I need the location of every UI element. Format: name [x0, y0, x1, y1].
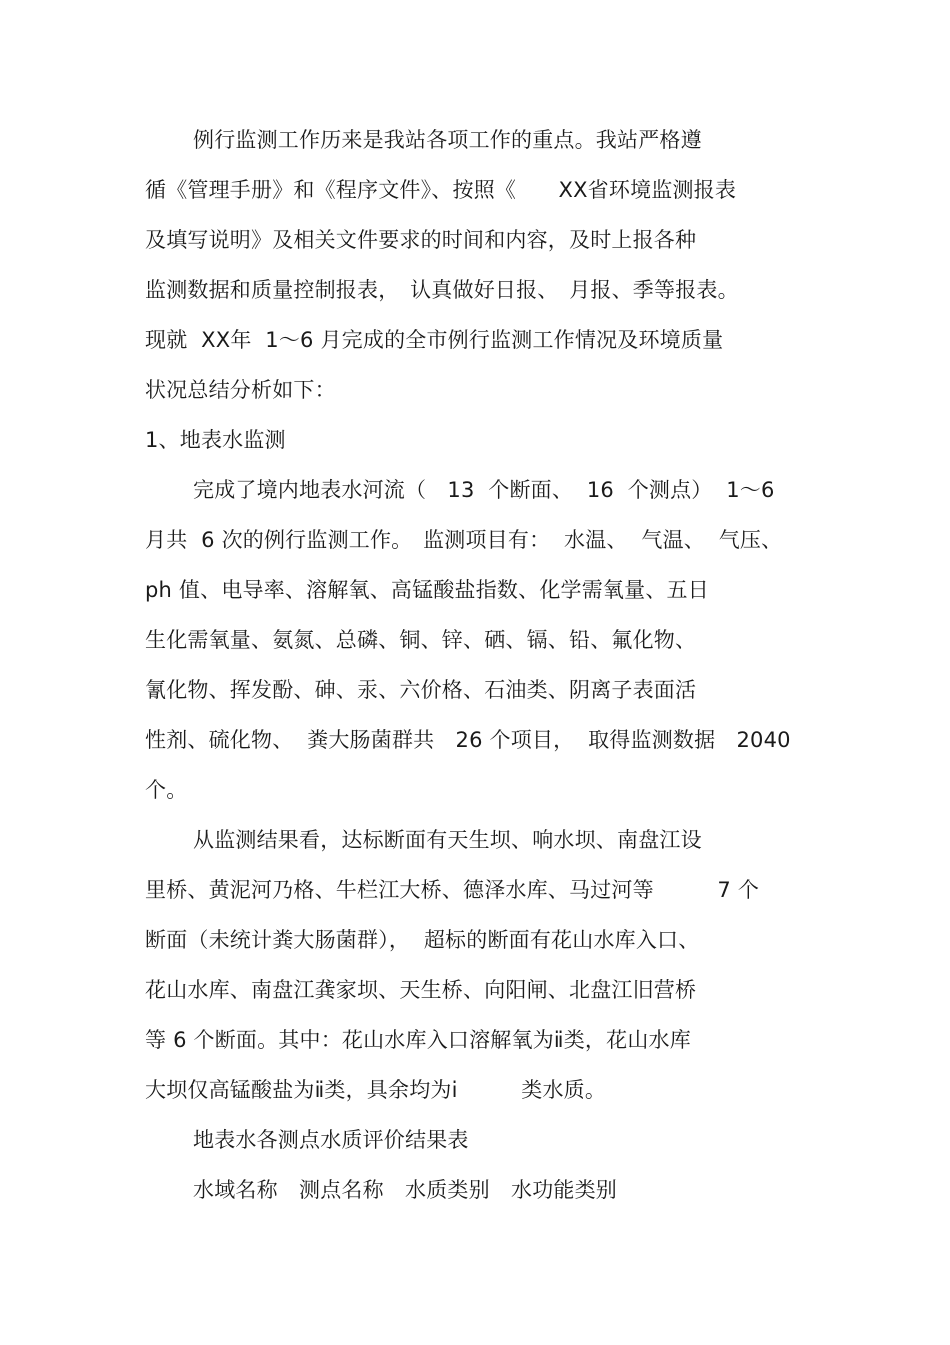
paragraph-3-line-6: 大坝仅高锰酸盐为ⅱ类，具余均为ⅰ 类水质。	[145, 1078, 607, 1102]
paragraph-2-line-4: 生化需氧量、氨氮、总磷、铜、锌、硒、镉、铅、氟化物、	[145, 628, 697, 652]
paragraph-3-line-1: 从监测结果看，达标断面有天生坝、响水坝、南盘江设	[193, 828, 702, 852]
paragraph-3-line-2: 里桥、黄泥河乃格、牛栏江大桥、德泽水库、马过河等 7 个	[145, 878, 760, 902]
paragraph-1-line-4: 监测数据和质量控制报表， 认真做好日报、 月报、季等报表。	[145, 278, 739, 302]
paragraph-1-line-6: 状况总结分析如下：	[145, 378, 336, 402]
table-header: 水域名称 测点名称 水质类别 水功能类别	[193, 1178, 617, 1202]
paragraph-3-line-5: 等 6 个断面。其中：花山水库入口溶解氧为ⅱ类，花山水库	[145, 1028, 691, 1052]
paragraph-3-line-3: 断面（未统计粪大肠菌群）， 超标的断面有花山水库入口、	[145, 928, 700, 952]
paragraph-2-line-6: 性剂、硫化物、 粪大肠菌群共 26 个项目， 取得监测数据 2040	[145, 728, 791, 752]
paragraph-1-line-2: 循《管理手册》和《程序文件》、按照《 XX省环境监测报表	[145, 178, 737, 202]
paragraph-2-line-3: ph 值、电导率、溶解氧、高锰酸盐指数、化学需氧量、五日	[145, 578, 709, 602]
paragraph-1-line-5: 现就 XX年 1～6 月完成的全市例行监测工作情况及环境质量	[145, 328, 724, 352]
table-title: 地表水各测点水质评价结果表	[193, 1128, 469, 1152]
paragraph-1-line-1: 例行监测工作历来是我站各项工作的重点。我站严格遵	[193, 128, 702, 152]
paragraph-1-line-3: 及填写说明》及相关文件要求的时间和内容，及时上报各种	[145, 228, 697, 252]
paragraph-2-line-5: 氰化物、挥发酚、砷、汞、六价格、石油类、阴离子表面活	[145, 678, 697, 702]
paragraph-2-line-2: 月共 6 次的例行监测工作。 监测项目有： 水温、 气温、 气压、	[145, 528, 783, 552]
paragraph-3-line-4: 花山水库、南盘江龚家坝、天生桥、向阳闸、北盘江旧营桥	[145, 978, 697, 1002]
paragraph-2-line-1: 完成了境内地表水河流（ 13 个断面、 16 个测点） 1～6	[193, 478, 775, 502]
paragraph-2-line-7: 个。	[145, 778, 188, 802]
section-heading: 1、地表水监测	[145, 428, 286, 452]
